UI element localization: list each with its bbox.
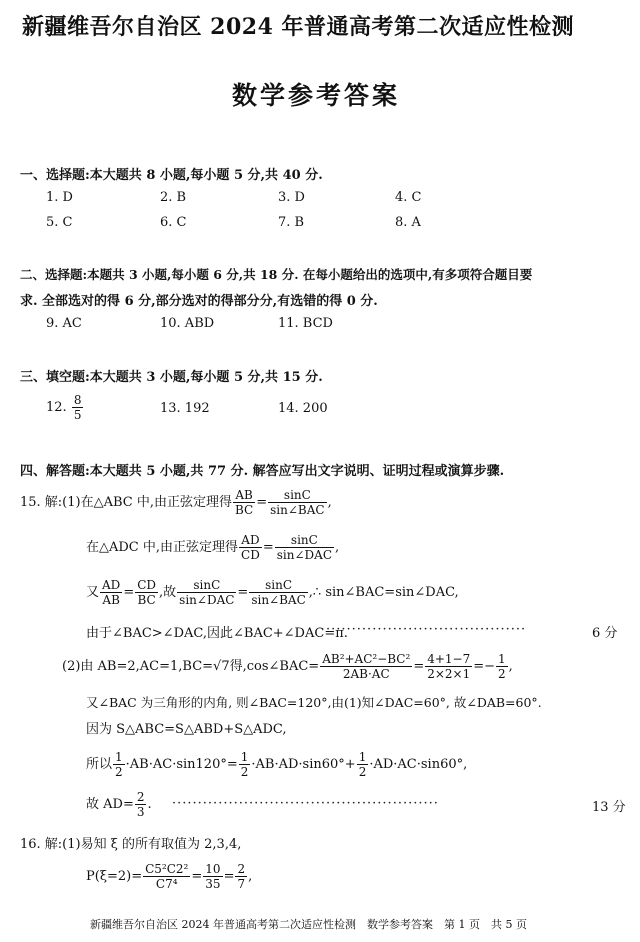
fraction <box>275 533 334 562</box>
dotted-leader: ···················································· <box>172 796 439 811</box>
fraction-numerator: sinC <box>283 488 311 502</box>
dotted-leader: ······································· <box>326 622 527 637</box>
fraction-numerator: 1 <box>498 652 506 666</box>
q16-line2-text: P(ξ=2)= <box>86 869 143 884</box>
fraction-numerator: CD <box>137 578 157 592</box>
fraction-denominator: 2 <box>358 765 367 779</box>
q15-line3-text: 又 <box>86 585 100 600</box>
fraction-numerator: C5²C2² <box>145 862 189 876</box>
fraction <box>143 862 190 891</box>
answer-8: 8. A <box>395 215 421 230</box>
document-subtitle: 数学参考答案 <box>232 81 401 110</box>
section2-heading-line1: 二、选择题:本题共 3 小题,每小题 6 分,共 18 分. 在每小题给出的选项中,有多项符合题目要 <box>20 267 533 282</box>
fraction-numerator: AB <box>235 488 253 502</box>
q16-line1: 16. 解:(1)易知 ξ 的所有取值为 2,3,4, <box>20 837 242 852</box>
fraction-numerator: 8 <box>73 393 82 407</box>
fraction-denominator: 5 <box>73 408 82 422</box>
fraction-denominator: 2×2×1 <box>427 667 471 681</box>
answer-12-label: 12. <box>46 400 67 415</box>
fraction-numerator: 4+1−7 <box>427 652 471 666</box>
fraction-numerator: 10 <box>205 862 221 876</box>
q15-line6: 又∠BAC 为三角形的内角, 则∠BAC=120°,由(1)知∠DAC=60°, 故∠DAB=60°. <box>86 695 542 710</box>
fraction <box>235 862 247 891</box>
fraction-numerator: 2 <box>237 862 246 876</box>
fraction-numerator: AD <box>102 578 121 592</box>
fraction-numerator: 1 <box>240 750 249 764</box>
q15-line9-text: 故 AD= <box>86 797 134 812</box>
fraction-numerator: 1 <box>115 750 123 764</box>
q15-line3: 又 $\frac{AD}{AB}$ = $\frac{CD}{BC}$ ,故 $\frac{\sin C}{\text{sin∠DAC}}$ = $\frac{\sin C}{\text{sin∠BAC}}$ ,∴ sin∠BAC=sin∠DAC, <box>86 578 459 607</box>
fraction-denominator: 35 <box>205 877 221 891</box>
fraction <box>320 652 412 681</box>
fraction-denominator: AB <box>100 592 122 607</box>
fraction-numerator: 1 <box>358 750 367 764</box>
answer-10: 10. ABD <box>160 316 215 331</box>
fraction-denominator: 3 <box>136 805 145 819</box>
section1-heading: 一、选择题:本大题共 8 小题,每小题 5 分,共 40 分. <box>20 168 323 183</box>
page-footer: 新疆维吾尔自治区 2024 年普通高考第二次适应性检测 数学参考答案 第 1 页 共 5 页 <box>90 918 527 931</box>
q15-line8-text: 所以 <box>86 757 113 772</box>
fraction-numerator: AB²+AC²−BC² <box>322 652 411 666</box>
fraction-half <box>357 750 369 779</box>
fraction-denominator: 2 <box>240 765 249 779</box>
answer-14: 14. 200 <box>278 401 328 416</box>
section3-heading: 三、填空题:本大题共 3 小题,每小题 5 分,共 15 分. <box>20 370 323 385</box>
fraction <box>268 488 326 517</box>
answer-9: 9. AC <box>46 316 82 331</box>
q15-line5: (2)由 AB=2,AC=1,BC=√7得,cos∠BAC= $\frac{\text{AB²+AC²−BC²}}{2AB\cdot AC}$ = $\frac{4+1-7}{2\times 2\times 1}$ =− $\frac{1}{2}$ , <box>62 652 513 681</box>
section4-heading: 四、解答题:本大题共 5 小题,共 77 分. 解答应写出文字说明、证明过程或演算步骤. <box>20 464 505 479</box>
fraction-denominator: C7⁴ <box>143 876 190 891</box>
fraction-half <box>113 750 125 779</box>
fraction <box>249 578 307 607</box>
q15-line1: 15. 解:(1)在△ABC 中,由正弦定理得 $\frac{AB}{BC}$ = $\frac{\sin C}{\text{sin∠BAC}}$ , <box>20 488 332 517</box>
fraction-half <box>239 750 251 779</box>
fraction-denominator: BC <box>135 592 158 607</box>
fraction-denominator: sin∠DAC <box>179 593 235 607</box>
fraction-denominator: sin∠BAC <box>251 593 306 607</box>
q15-line2: 在△ADC 中,由正弦定理得 $\frac{AD}{CD}$ = $\frac{\sin C}{\text{sin∠DAC}}$ , <box>86 533 340 562</box>
answer-6: 6. C <box>160 215 187 230</box>
answer-2: 2. B <box>160 190 187 205</box>
fraction-numerator: 2 <box>136 790 145 804</box>
fraction-numerator: AD <box>241 533 260 547</box>
fraction <box>239 533 262 562</box>
q15-line2-text: 在△ADC 中,由正弦定理得 <box>86 540 239 555</box>
fraction <box>233 488 255 517</box>
fraction <box>135 790 147 819</box>
fraction-denominator: 2 <box>498 667 506 681</box>
q15-line5-eq: =− <box>473 659 496 674</box>
answer-5: 5. C <box>46 215 73 230</box>
q15-line9: 故 AD= $\frac{2}{3}$ . <box>86 790 152 819</box>
fraction-denominator: 2 <box>115 765 123 779</box>
fraction-denominator: sin∠BAC <box>270 503 325 517</box>
answer-13: 13. 192 <box>160 401 210 416</box>
q15-score-1: 6 分 <box>592 626 618 641</box>
q15-line7: 因为 S△ABC=S△ABD+S△ADC, <box>86 722 287 737</box>
q15-line5-text: (2)由 AB=2,AC=1,BC=√7得,cos∠BAC= <box>62 659 320 674</box>
q15-line8-part3: ·AD·AC·sin60°, <box>369 757 468 772</box>
fraction-numerator: sinC <box>290 533 318 547</box>
q16-line2: P(ξ=2)= $\frac{\text{C5²C2²}}{\text{C7⁴}}$ = $\frac{10}{35}$ = $\frac{2}{7}$ , <box>86 862 253 891</box>
answer-11: 11. BCD <box>278 316 333 331</box>
answer-12-fraction <box>72 393 84 422</box>
q15-line4: 由于∠BAC>∠DAC,因此∠BAC+∠DAC=π. <box>86 626 348 641</box>
fraction-denominator: 7 <box>237 877 246 891</box>
q15-line3-mid: ,故 <box>159 585 177 600</box>
q15-line3-tail: ,∴ sin∠BAC=sin∠DAC, <box>308 585 459 600</box>
answer-3: 3. D <box>278 190 305 205</box>
q15-line1-text: 15. 解:(1)在△ABC 中,由正弦定理得 <box>20 495 232 510</box>
fraction-denominator: CD <box>241 548 260 562</box>
fraction-denominator: sin∠DAC <box>276 548 332 562</box>
fraction <box>203 862 222 891</box>
fraction <box>135 578 158 607</box>
answer-7: 7. B <box>278 215 305 230</box>
fraction-numerator: sinC <box>265 578 292 592</box>
answer-12 <box>46 393 84 422</box>
fraction <box>425 652 472 681</box>
answer-4: 4. C <box>395 190 422 205</box>
q15-score-2: 13 分 <box>592 800 626 815</box>
document-title: 新疆维吾尔自治区 2024 年普通高考第二次适应性检测 <box>22 14 575 40</box>
q15-line8-part2: ·AB·AD·sin60°+ <box>251 757 356 772</box>
fraction-denominator: BC <box>235 503 254 517</box>
q15-line8 <box>86 750 467 779</box>
fraction-denominator: 2AB·AC <box>320 666 412 681</box>
fraction <box>496 652 508 681</box>
fraction-numerator: sinC <box>193 578 221 592</box>
answer-1: 1. D <box>46 190 73 205</box>
fraction <box>177 578 236 607</box>
fraction <box>100 578 122 607</box>
section2-heading-line2: 求. 全部选对的得 6 分,部分选对的得部分分,有选错的得 0 分. <box>20 294 378 309</box>
q15-line8-part1: ·AB·AC·sin120°= <box>125 757 238 772</box>
